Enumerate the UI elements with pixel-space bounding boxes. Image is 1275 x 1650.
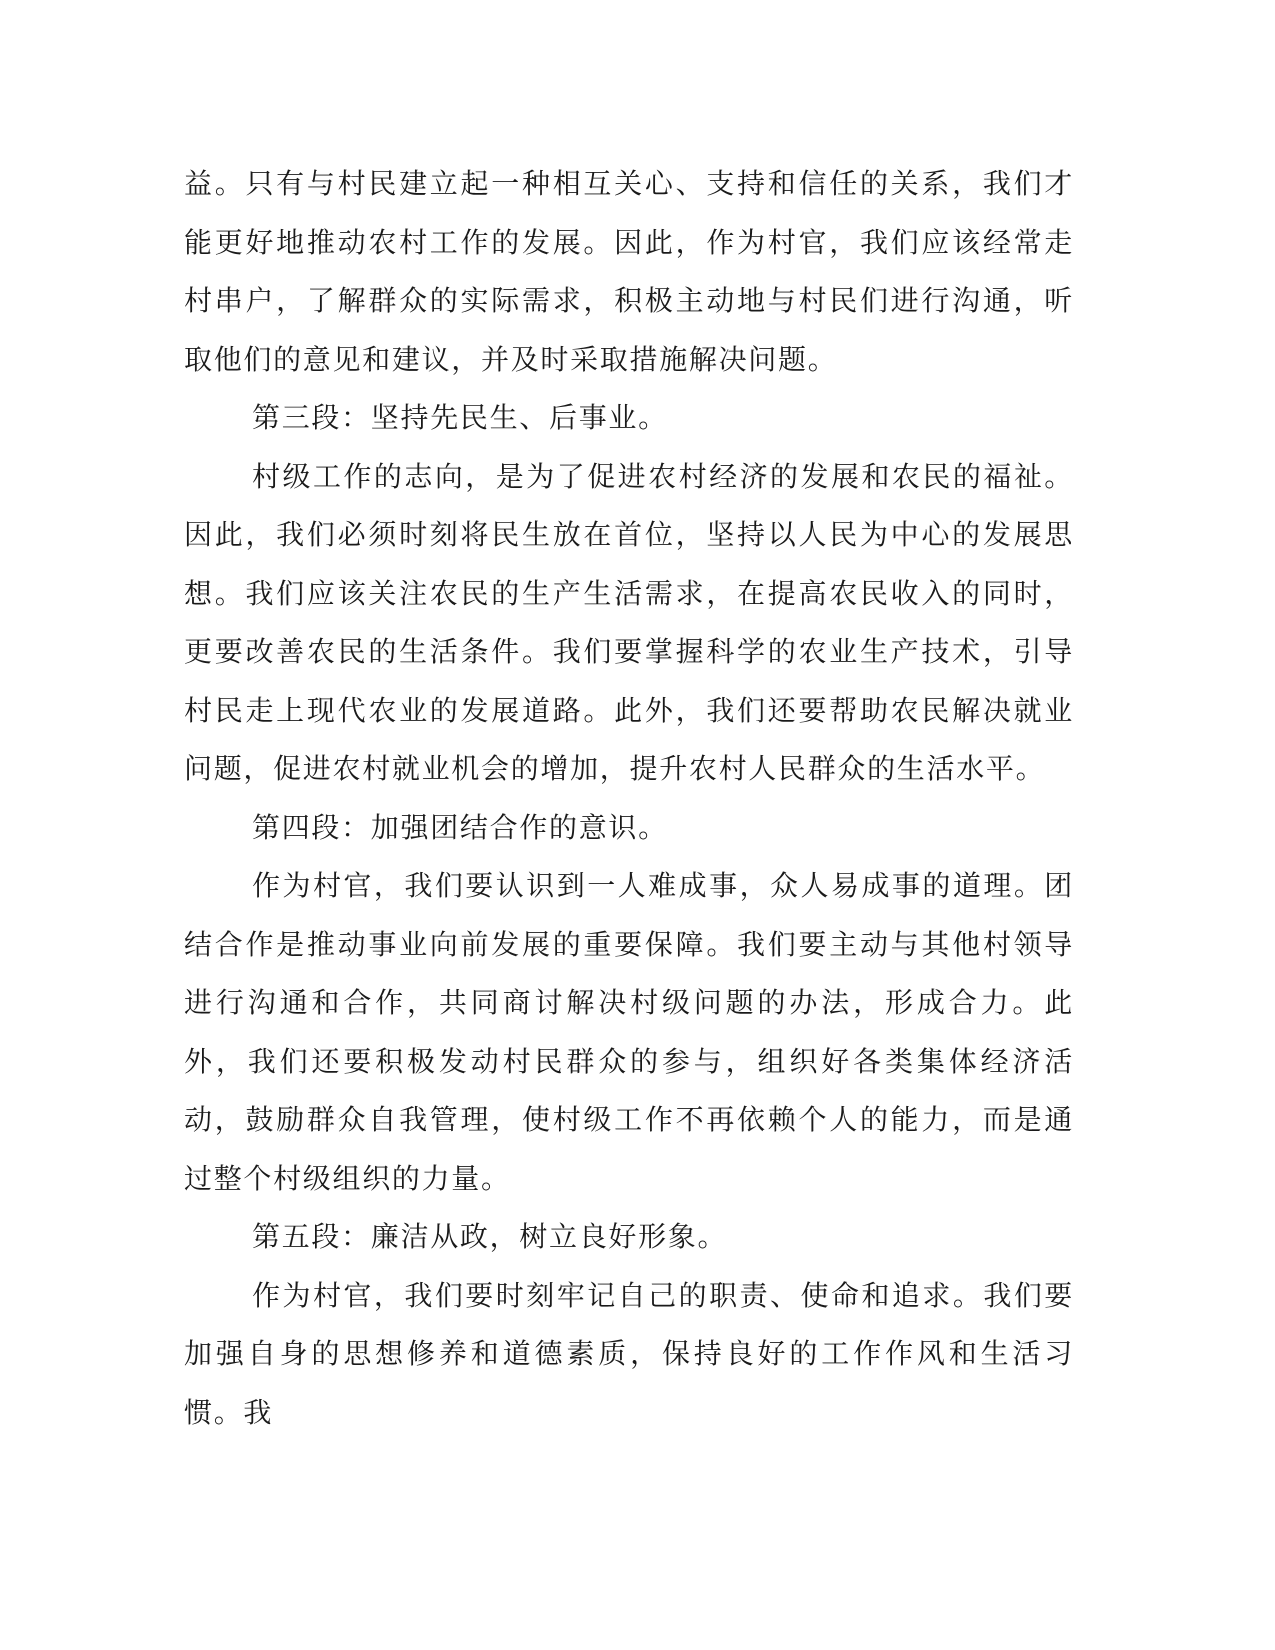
paragraph-section-3: 村级工作的志向，是为了促进农村经济的发展和农民的福祉。因此，我们必须时刻将民生放在首位，坚持以人民为中心的发展思想。我们应该关注农民的生产生活需求，在提高农民收入的同时，更要改善农民的生活条件。我们要掌握科学的农业生产技术，引导村民走上现代农业的发展道路。此外，我们还要帮助农民解决就业问题，促进农村就业机会的增加，提升农村人民群众的生活水平。 — [184, 459, 1074, 785]
section-heading-4: 第四段：加强团结合作的意识。 — [252, 810, 668, 844]
document-body — [184, 155, 1074, 1442]
paragraph-continuation: 益。只有与村民建立起一种相互关心、支持和信任的关系，我们才能更好地推动农村工作的发展。因此，作为村官，我们应该经常走村串户，了解群众的实际需求，积极主动地与村民们进行沟通，听取他们的意见和建议，并及时采取措施解决问题。 — [184, 167, 1074, 376]
paragraph-section-4: 作为村官，我们要认识到一人难成事，众人易成事的道理。团结合作是推动事业向前发展的重要保障。我们要主动与其他村领导进行沟通和合作，共同商讨解决村级问题的办法，形成合力。此外，我们还要积极发动村民群众的参与，组织好各类集体经济活动，鼓励群众自我管理，使村级工作不再依赖个人的能力，而是通过整个村级组织的力量。 — [184, 869, 1074, 1195]
paragraph-section-5: 作为村官，我们要时刻牢记自己的职责、使命和追求。我们要加强自身的思想修养和道德素质，保持良好的工作作风和生活习惯。我 — [184, 1278, 1074, 1429]
section-heading-5: 第五段：廉洁从政，树立良好形象。 — [252, 1220, 728, 1253]
section-heading-3: 第三段：坚持先民生、后事业。 — [252, 401, 668, 434]
